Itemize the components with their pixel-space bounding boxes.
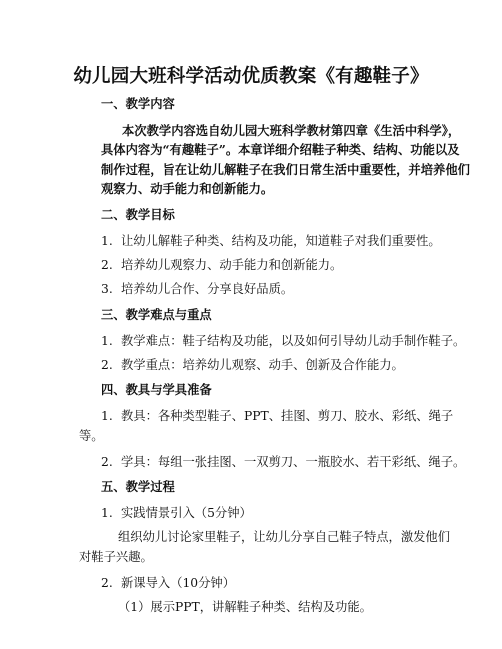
list-item [101,233,441,249]
list-number: 1. [101,234,113,248]
paragraph-line: 组织幼儿讨论家里鞋子，让幼儿分享自己鞋子特点，激发他们 [118,530,451,544]
list-number: 3. [101,282,113,296]
list-item [101,408,453,424]
list-text: 让幼儿解鞋子种类、结构及功能，知道鞋子对我们重要性。 [121,234,441,248]
list-item [101,333,465,349]
list-item [101,257,342,273]
list-number: 1. [101,506,113,520]
section-heading-process: 五、教学过程 [101,479,175,494]
list-item [101,505,252,521]
list-number: 2. [101,358,113,372]
list-text: 教学难点：鞋子结构及功能，以及如何引导幼儿动手制作鞋子。 [121,334,466,348]
section-heading-content: 一、教学内容 [101,96,175,111]
paragraph-line: 制作过程，旨在让幼儿解鞋子在我们日常生活中重要性，并培养他们 [101,162,470,177]
list-item [101,454,465,470]
list-text: 培养幼儿观察力、动手能力和创新能力。 [121,258,343,272]
list-text: 教学重点：培养幼儿观察、动手、创新及合作能力。 [121,358,404,372]
list-item [101,357,404,373]
list-text: 学具：每组一张挂图、一双剪刀、一瓶胶水、若干彩纸、绳子。 [121,455,466,469]
list-item [101,575,235,591]
list-number: 1. [101,334,113,348]
list-item [101,281,293,297]
paragraph-line: 本次教学内容选自幼儿园大班科学教材第四章《生活中科学》， [122,123,461,138]
list-item-continuation: 等。 [79,429,104,443]
paragraph-line: 具体内容为“有趣鞋子”。本章详细介绍鞋子种类、结构、功能以及 [101,142,460,157]
list-text: 新课导入（10分钟） [121,576,236,590]
list-text: 实践情景引入（5分钟） [121,506,252,520]
sub-item: （1）展示PPT，讲解鞋子种类、结构及功能。 [118,600,372,614]
list-number: 1. [101,409,113,423]
list-number: 2. [101,455,113,469]
list-text: 培养幼儿合作、分享良好品质。 [121,282,294,296]
paragraph-line: 对鞋子兴趣。 [79,550,153,564]
section-heading-difficulties: 三、教学难点与重点 [101,307,212,322]
section-heading-objectives: 二、教学目标 [101,207,175,222]
list-number: 2. [101,258,113,272]
paragraph-line: 观察力、动手能力和创新能力。 [101,181,274,196]
document-title: 幼儿园大班科学活动优质教案《有趣鞋子》 [73,66,429,87]
section-heading-materials: 四、教具与学具准备 [101,382,212,397]
list-text: 教具：各种类型鞋子、PPT、挂图、剪刀、胶水、彩纸、绳子 [121,409,454,423]
list-number: 2. [101,576,113,590]
